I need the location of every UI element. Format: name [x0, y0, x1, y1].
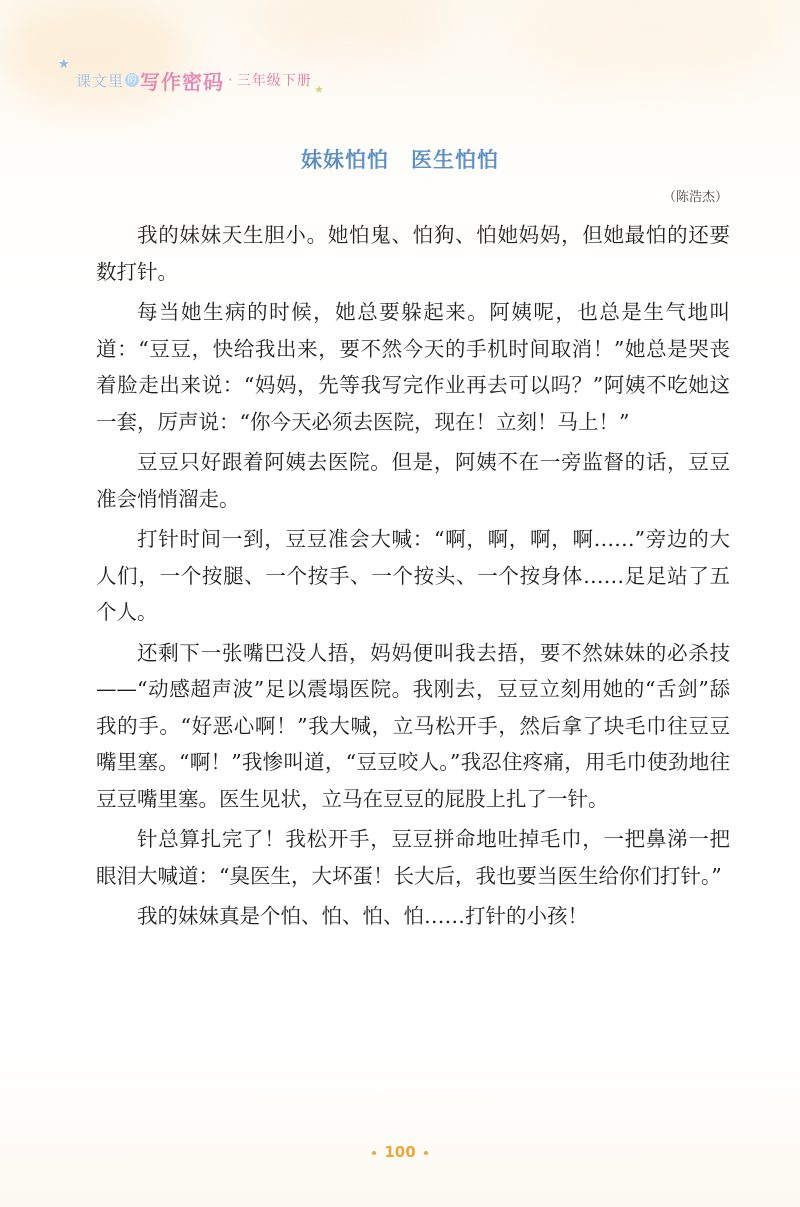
paragraph: 我的妹妹天生胆小。她怕鬼、怕狗、怕她妈妈，但她最怕的还要数打针。: [96, 223, 730, 284]
paragraph: 针总算扎完了！我松开手，豆豆拼命地吐掉毛巾，一把鼻涕一把眼泪大喊道：“臭医生，大坏蛋！长大后，我也要当医生给你们打针。”: [96, 827, 730, 888]
paragraph: 还剩下一张嘴巴没人捂，妈妈便叫我去捂，要不然妹妹的必杀技——“动感超声波”足以震塌医院。我刚去，豆豆立刻用她的“舌剑”舔我的手。“好恶心啊！”我大喊，立马松开手，然后拿了块毛巾往豆豆嘴里塞。“啊！”我惨叫道，“豆豆咬人。”我忍住疼痛，用毛巾使劲地往豆豆嘴里塞。医生见状，立马在豆豆的屁股上扎了一针。: [96, 640, 730, 811]
brand-part2: 写作密码: [140, 69, 225, 94]
article-author: （陈浩杰）: [662, 190, 728, 205]
star-icon: ★: [314, 83, 324, 96]
star-icon: ★: [58, 57, 70, 72]
page-number: [0, 1143, 800, 1161]
paragraph: 打针时间一到，豆豆准会大喊：“啊，啊，啊，啊……”旁边的大人们，一个按腿、一个按手、一个按头、一个按身体……足足站了五个人。: [96, 527, 730, 624]
page-number-text: 100: [384, 1143, 416, 1161]
article-body: [96, 217, 730, 939]
grade-label: 三年级下册: [236, 73, 312, 89]
brand-de-badge: 的: [125, 73, 139, 87]
dot-icon: [424, 1151, 428, 1155]
header-decoration: [250, 0, 450, 60]
header-decoration: [520, 0, 780, 80]
book-series-header: [58, 57, 312, 100]
paragraph: 我的妹妹真是个怕、怕、怕、怕……打针的小孩！: [137, 904, 588, 928]
brand-part1: 课文里: [76, 71, 125, 90]
header-separator: ·: [228, 71, 233, 89]
paragraph: 豆豆只好跟着阿姨去医院。但是，阿姨不在一旁监督的话，豆豆准会悄悄溜走。: [96, 450, 730, 511]
dot-icon: [372, 1151, 376, 1155]
paragraph: 每当她生病的时候，她总要躲起来。阿姨呢，也总是生气地叫道：“豆豆，快给我出来，要不然今天的手机时间取消！”她总是哭丧着脸走出来说：“妈妈，先等我写完作业再去可以吗？”阿姨不吃她这一套，厉声说：“你今天必须去医院，现在！立刻！马上！”: [96, 300, 730, 434]
article-title: 妹妹怕怕 医生怕怕: [301, 148, 499, 172]
